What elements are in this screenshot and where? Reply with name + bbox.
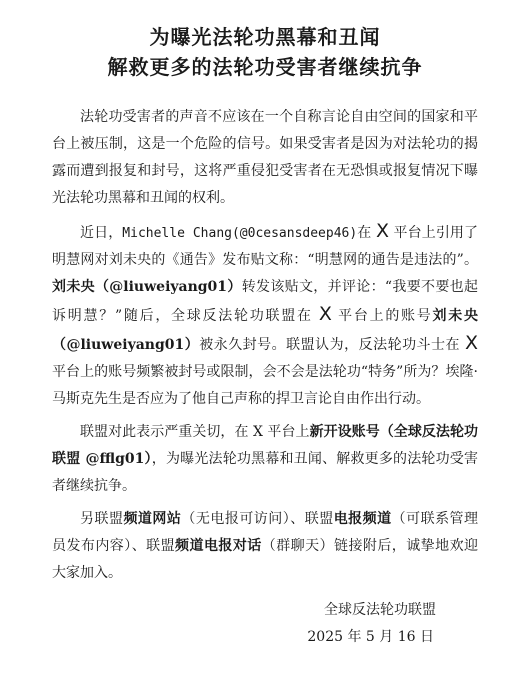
title-line-2: 解救更多的法轮功受害者继续抗争 bbox=[107, 55, 423, 79]
telegram-chat-label: 频道电报对话 bbox=[175, 538, 262, 554]
signature-organization: 全球反法轮功联盟 bbox=[324, 602, 436, 618]
p2-text-7: 平台上的账号频繁被封号或限制，会不会是法轮功“特务”所为？埃隆·马斯克先生是否应为了他自己声称的捍卫言论自由作出行动。 bbox=[52, 364, 478, 407]
p2-text-3: 平台上引用了明慧网对刘未央的《通告》发布贴文称：“明慧网的通告是违法的”。 bbox=[52, 225, 479, 268]
p2-text-5: 平台上的账号 bbox=[338, 308, 433, 324]
p4-text-2: （无电报可访问）、联盟 bbox=[181, 511, 334, 527]
paragraph-3 bbox=[52, 419, 478, 500]
p2-text-4: 转发该贴文，并评论：“我要不要也起诉明慧？”随后，全球反法轮功联盟在 bbox=[52, 279, 479, 324]
user-handle-liuweiyang-1: 刘未央（@liuweiyang01） bbox=[52, 279, 242, 295]
p2-text-2: 在 bbox=[357, 225, 372, 241]
p2-text-1: 近日， bbox=[80, 225, 123, 241]
paragraph-1-text: 法轮功受害者的声音不应该在一个自称言论自由空间的国家和平台上被压制，这是一个危险的信号。如果受害者是因为对法轮功的揭露而遭到报复和封号，这将严重侵犯受害者在无恐惧或报复情况下曝光法轮功黑幕和丑闻的权利。 bbox=[52, 109, 478, 206]
new-account-announcement: 新开设账号（全球反法轮功联盟 @fflg01） bbox=[52, 424, 479, 467]
p3-text-2: ，为曝光法轮功黑幕和丑闻、解救更多的法轮功受害者继续抗争。 bbox=[52, 451, 479, 494]
user-handle-liuweiyang-2: 刘未央（@liuweiyang01） bbox=[52, 308, 479, 353]
title-line-1: 为曝光法轮功黑幕和丑闻 bbox=[149, 25, 381, 49]
user-handle-michelle: Michelle Chang(@0cesansdeep46) bbox=[122, 226, 358, 241]
telegram-channel-label: 电报频道 bbox=[333, 511, 392, 527]
p4-text-1: 另联盟 bbox=[80, 511, 124, 527]
signature-date: 2025 年 5 月 16 日 bbox=[307, 629, 434, 645]
paragraph-2 bbox=[52, 218, 478, 413]
p3-text-1: 联盟对此表示严重关切，在 X 平台上 bbox=[80, 424, 310, 440]
p4-text-3: （可联系管理员发布内容）、联盟 bbox=[52, 511, 479, 554]
x-platform-mark-1: X bbox=[375, 220, 389, 242]
p2-text-6: 被永久封号。联盟认为，反法轮功斗士在 bbox=[199, 337, 461, 353]
p4-text-4: （群聊天）链接附后，诚挚地欢迎大家加入。 bbox=[52, 538, 479, 581]
paragraph-4 bbox=[52, 506, 478, 587]
x-platform-mark-2: X bbox=[318, 303, 332, 325]
channel-website-label: 频道网站 bbox=[123, 511, 182, 527]
paragraph-1 bbox=[52, 104, 478, 212]
document-title bbox=[52, 22, 478, 82]
x-platform-mark-3: X bbox=[464, 332, 479, 354]
